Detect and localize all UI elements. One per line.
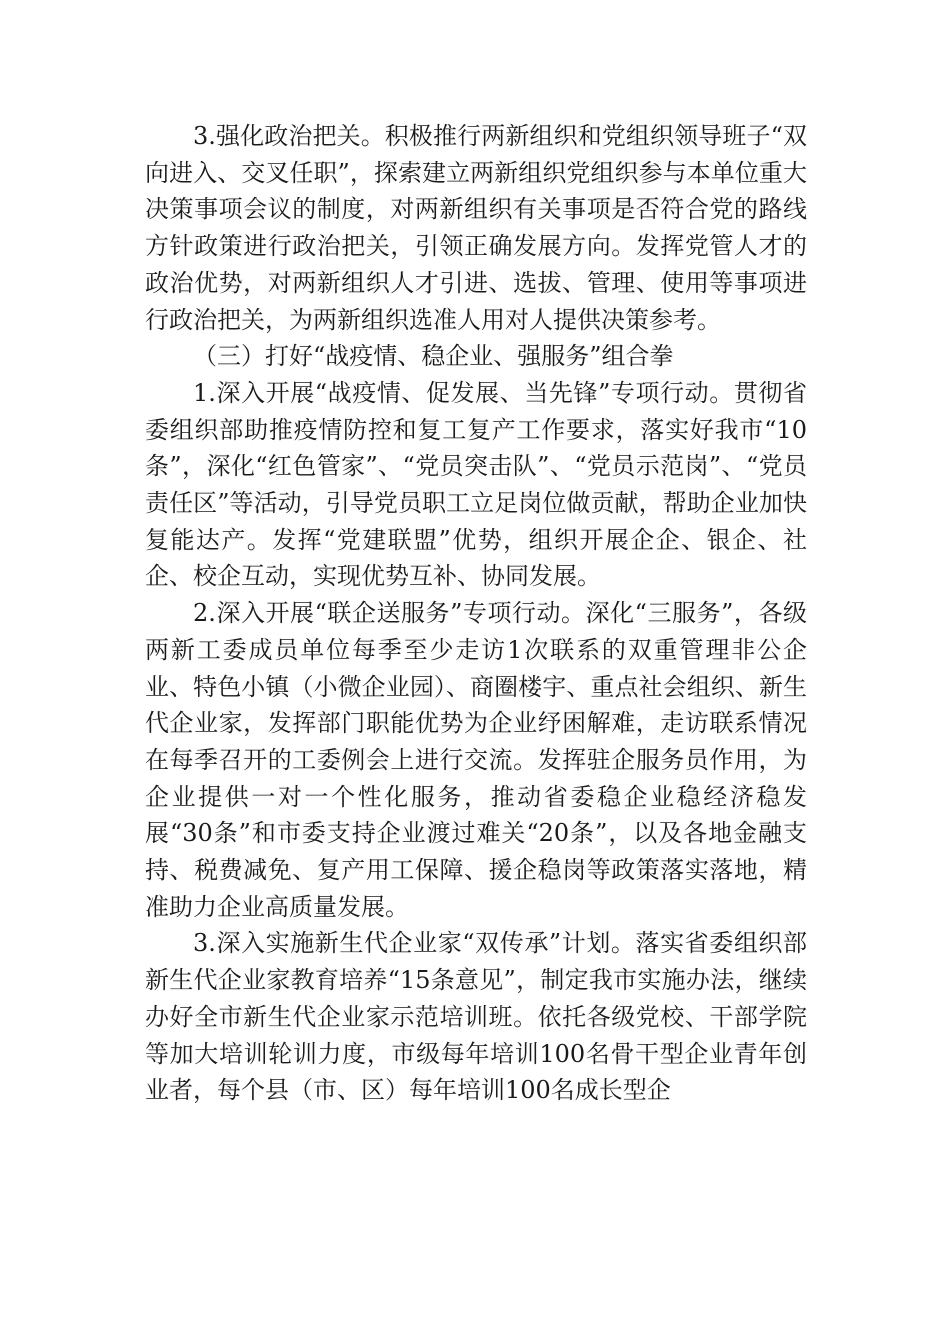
paragraph-epidemic-action: 1.深入开展“战疫情、促发展、当先锋”专项行动。贯彻省委组织部助推疫情防控和复工复产工作要求，落实好我市“10条”，深化“红色管家”、“党员突击队”、“党员示范岗”、“党员责任区”等活动，引导党员职工立足岗位做贡献，帮助企业加快复能达产。发挥“党建联盟”优势，组织开展企企、银企、社企、校企互动，实现优势互补、协同发展。 bbox=[145, 378, 807, 591]
section-heading-three: （三）打好“战疫情、稳企业、强服务”组合拳 bbox=[193, 342, 674, 371]
paragraph-political-gatekeeping: 3.强化政治把关。积极推行两新组织和党组织领导班子“双向进入、交叉任职”，探索建立两新组织党组织参与本单位重大决策事项会议的制度，对两新组织有关事项是否符合党的路线方针政策进行政治把关，引领正确发展方向。发挥党管人才的政治优势，对两新组织人才引进、选拔、管理、使用等事项进行政治把关，为两新组织选准人用对人提供决策参考。 bbox=[145, 122, 807, 334]
document-body bbox=[145, 118, 807, 1109]
paragraph-dual-inheritance: 3.深入实施新生代企业家“双传承”计划。落实省委组织部新生代企业家教育培养“15条意见”，制定我市实施办法，继续办好全市新生代企业家示范培训班。依托各级党校、干部学院等加大培训轮训力度，市级每年培训100名骨干型企业青年创业者，每个县（市、区）每年培训100名成长型企 bbox=[145, 929, 807, 1105]
paragraph-enterprise-service: 2.深入开展“联企送服务”专项行动。深化“三服务”，各级两新工委成员单位每季至少走访1次联系的双重管理非公企业、特色小镇（小微企业园）、商圈楼宇、重点社会组织、新生代企业家，发挥部门职能优势为企业纾困解难，走访联系情况在每季召开的工委例会上进行交流。发挥驻企服务员作用，为企业提供一对一个性化服务，推动省委稳企业稳经济稳发展“30条”和市委支持企业渡过难关“20条”，以及各地金融支持、税费减免、复产用工保障、援企稳岗等政策落实落地，精准助力企业高质量发展。 bbox=[145, 599, 807, 921]
